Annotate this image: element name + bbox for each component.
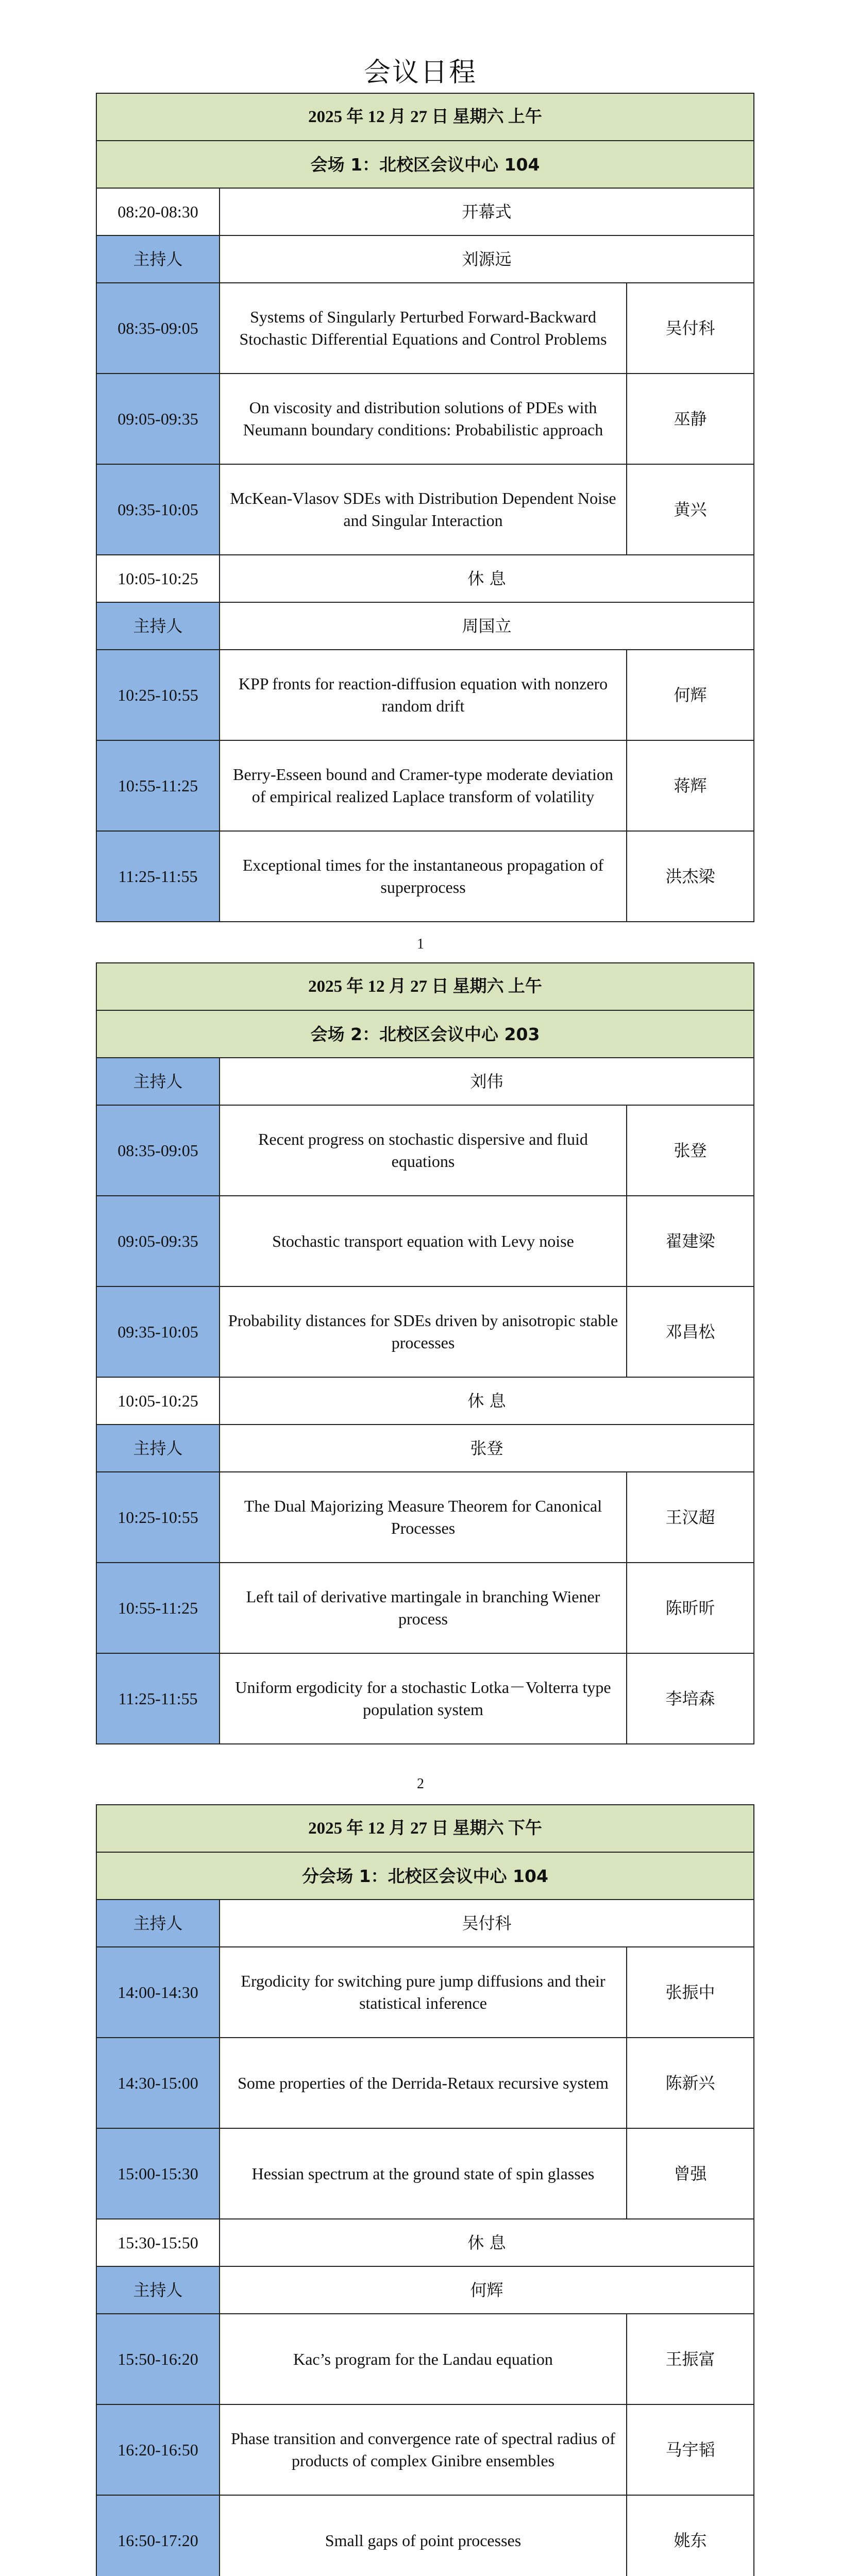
break-label: 休 息 xyxy=(220,555,754,602)
talk-title: Recent progress on stochastic dispersive and fluid equations xyxy=(220,1105,627,1196)
chair-label: 主持人 xyxy=(96,1900,220,1947)
talk-speaker: 蒋辉 xyxy=(627,740,754,831)
schedule-table-3 xyxy=(96,1804,754,2576)
talk-title: Small gaps of point processes xyxy=(220,2495,627,2576)
talk-speaker: 马宇韬 xyxy=(627,2404,754,2495)
talk-time: 09:05-09:35 xyxy=(96,1196,220,1286)
chair-name: 周国立 xyxy=(220,602,754,650)
talk-speaker: 曾强 xyxy=(627,2128,754,2219)
session-venue: 分会场 1：北校区会议中心 104 xyxy=(96,1852,754,1900)
talk-speaker: 陈昕昕 xyxy=(627,1563,754,1653)
talk-speaker: 黄兴 xyxy=(627,464,754,555)
talk-speaker: 张振中 xyxy=(627,1947,754,2038)
talk-time: 15:50-16:20 xyxy=(96,2314,220,2404)
talk-time: 14:00-14:30 xyxy=(96,1947,220,2038)
break-label: 休 息 xyxy=(220,2219,754,2266)
chair-name: 何辉 xyxy=(220,2266,754,2314)
talk-speaker: 李培森 xyxy=(627,1653,754,1744)
chair-label: 主持人 xyxy=(96,602,220,650)
talk-title: Left tail of derivative martingale in branching Wiener process xyxy=(220,1563,627,1653)
page-title: 会议日程 xyxy=(363,57,477,88)
session-date: 2025 年 12 月 27 日 星期六 上午 xyxy=(96,93,754,141)
talk-time: 10:55-11:25 xyxy=(96,1563,220,1653)
chair-label: 主持人 xyxy=(96,1058,220,1105)
talk-speaker: 何辉 xyxy=(627,650,754,740)
talk-speaker: 张登 xyxy=(627,1105,754,1196)
session-date: 2025 年 12 月 27 日 星期六 下午 xyxy=(96,1805,754,1852)
talk-time: 09:35-10:05 xyxy=(96,1286,220,1377)
chair-name: 刘伟 xyxy=(220,1058,754,1105)
talk-speaker: 翟建梁 xyxy=(627,1196,754,1286)
chair-label: 主持人 xyxy=(96,1425,220,1472)
talk-speaker: 邓昌松 xyxy=(627,1286,754,1377)
talk-time: 16:50-17:20 xyxy=(96,2495,220,2576)
talk-speaker: 姚东 xyxy=(627,2495,754,2576)
talk-title: Kac’s program for the Landau equation xyxy=(220,2314,627,2404)
session-venue: 会场 1：北校区会议中心 104 xyxy=(96,141,754,188)
talk-title: Phase transition and convergence rate of spectral radius of products of complex Ginibre ensembles xyxy=(220,2404,627,2495)
talk-speaker: 吴付科 xyxy=(627,283,754,374)
break-time: 10:05-10:25 xyxy=(96,555,220,602)
talk-speaker: 巫静 xyxy=(627,374,754,464)
talk-title: The Dual Majorizing Measure Theorem for Canonical Processes xyxy=(220,1472,627,1563)
talk-time: 09:35-10:05 xyxy=(96,464,220,555)
chair-name: 吴付科 xyxy=(220,1900,754,1947)
talk-time: 15:00-15:30 xyxy=(96,2128,220,2219)
talk-title: KPP fronts for reaction-diffusion equation with nonzero random drift xyxy=(220,650,627,740)
talk-title: Berry-Esseen bound and Cramer-type moderate deviation of empirical realized Laplace transform of volatility xyxy=(220,740,627,831)
page-number: 2 xyxy=(417,1776,424,1792)
talk-speaker: 王振富 xyxy=(627,2314,754,2404)
talk-title: Exceptional times for the instantaneous propagation of superprocess xyxy=(220,831,627,922)
chair-label: 主持人 xyxy=(96,2266,220,2314)
talk-title: Some properties of the Derrida-Retaux recursive system xyxy=(220,2038,627,2128)
talk-title: Uniform ergodicity for a stochastic Lotka－Volterra type population system xyxy=(220,1653,627,1744)
session-date: 2025 年 12 月 27 日 星期六 上午 xyxy=(96,963,754,1010)
opening-time: 08:20-08:30 xyxy=(96,188,220,235)
talk-title: On viscosity and distribution solutions of PDEs with Neumann boundary conditions: Probabilistic approach xyxy=(220,374,627,464)
chair-name: 刘源远 xyxy=(220,235,754,283)
chair-name: 张登 xyxy=(220,1425,754,1472)
talk-time: 10:25-10:55 xyxy=(96,1472,220,1563)
talk-title: Stochastic transport equation with Levy noise xyxy=(220,1196,627,1286)
talk-speaker: 王汉超 xyxy=(627,1472,754,1563)
talk-time: 08:35-09:05 xyxy=(96,1105,220,1196)
talk-speaker: 洪杰梁 xyxy=(627,831,754,922)
talk-time: 11:25-11:55 xyxy=(96,1653,220,1744)
talk-time: 08:35-09:05 xyxy=(96,283,220,374)
talk-time: 09:05-09:35 xyxy=(96,374,220,464)
schedule-table-2 xyxy=(96,962,754,1744)
talk-title: Systems of Singularly Perturbed Forward-Backward Stochastic Differential Equations and Control Problems xyxy=(220,283,627,374)
chair-label: 主持人 xyxy=(96,235,220,283)
page-number: 1 xyxy=(417,936,424,952)
talk-title: McKean-Vlasov SDEs with Distribution Dependent Noise and Singular Interaction xyxy=(220,464,627,555)
talk-title: Ergodicity for switching pure jump diffusions and their statistical inference xyxy=(220,1947,627,2038)
break-time: 15:30-15:50 xyxy=(96,2219,220,2266)
talk-time: 10:25-10:55 xyxy=(96,650,220,740)
break-time: 10:05-10:25 xyxy=(96,1377,220,1425)
session-venue: 会场 2：北校区会议中心 203 xyxy=(96,1010,754,1058)
talk-title: Hessian spectrum at the ground state of spin glasses xyxy=(220,2128,627,2219)
opening-label: 开幕式 xyxy=(220,188,754,235)
talk-title: Probability distances for SDEs driven by anisotropic stable processes xyxy=(220,1286,627,1377)
talk-time: 10:55-11:25 xyxy=(96,740,220,831)
talk-time: 11:25-11:55 xyxy=(96,831,220,922)
talk-speaker: 陈新兴 xyxy=(627,2038,754,2128)
schedule-table-1 xyxy=(96,93,754,922)
break-label: 休 息 xyxy=(220,1377,754,1425)
talk-time: 16:20-16:50 xyxy=(96,2404,220,2495)
talk-time: 14:30-15:00 xyxy=(96,2038,220,2128)
